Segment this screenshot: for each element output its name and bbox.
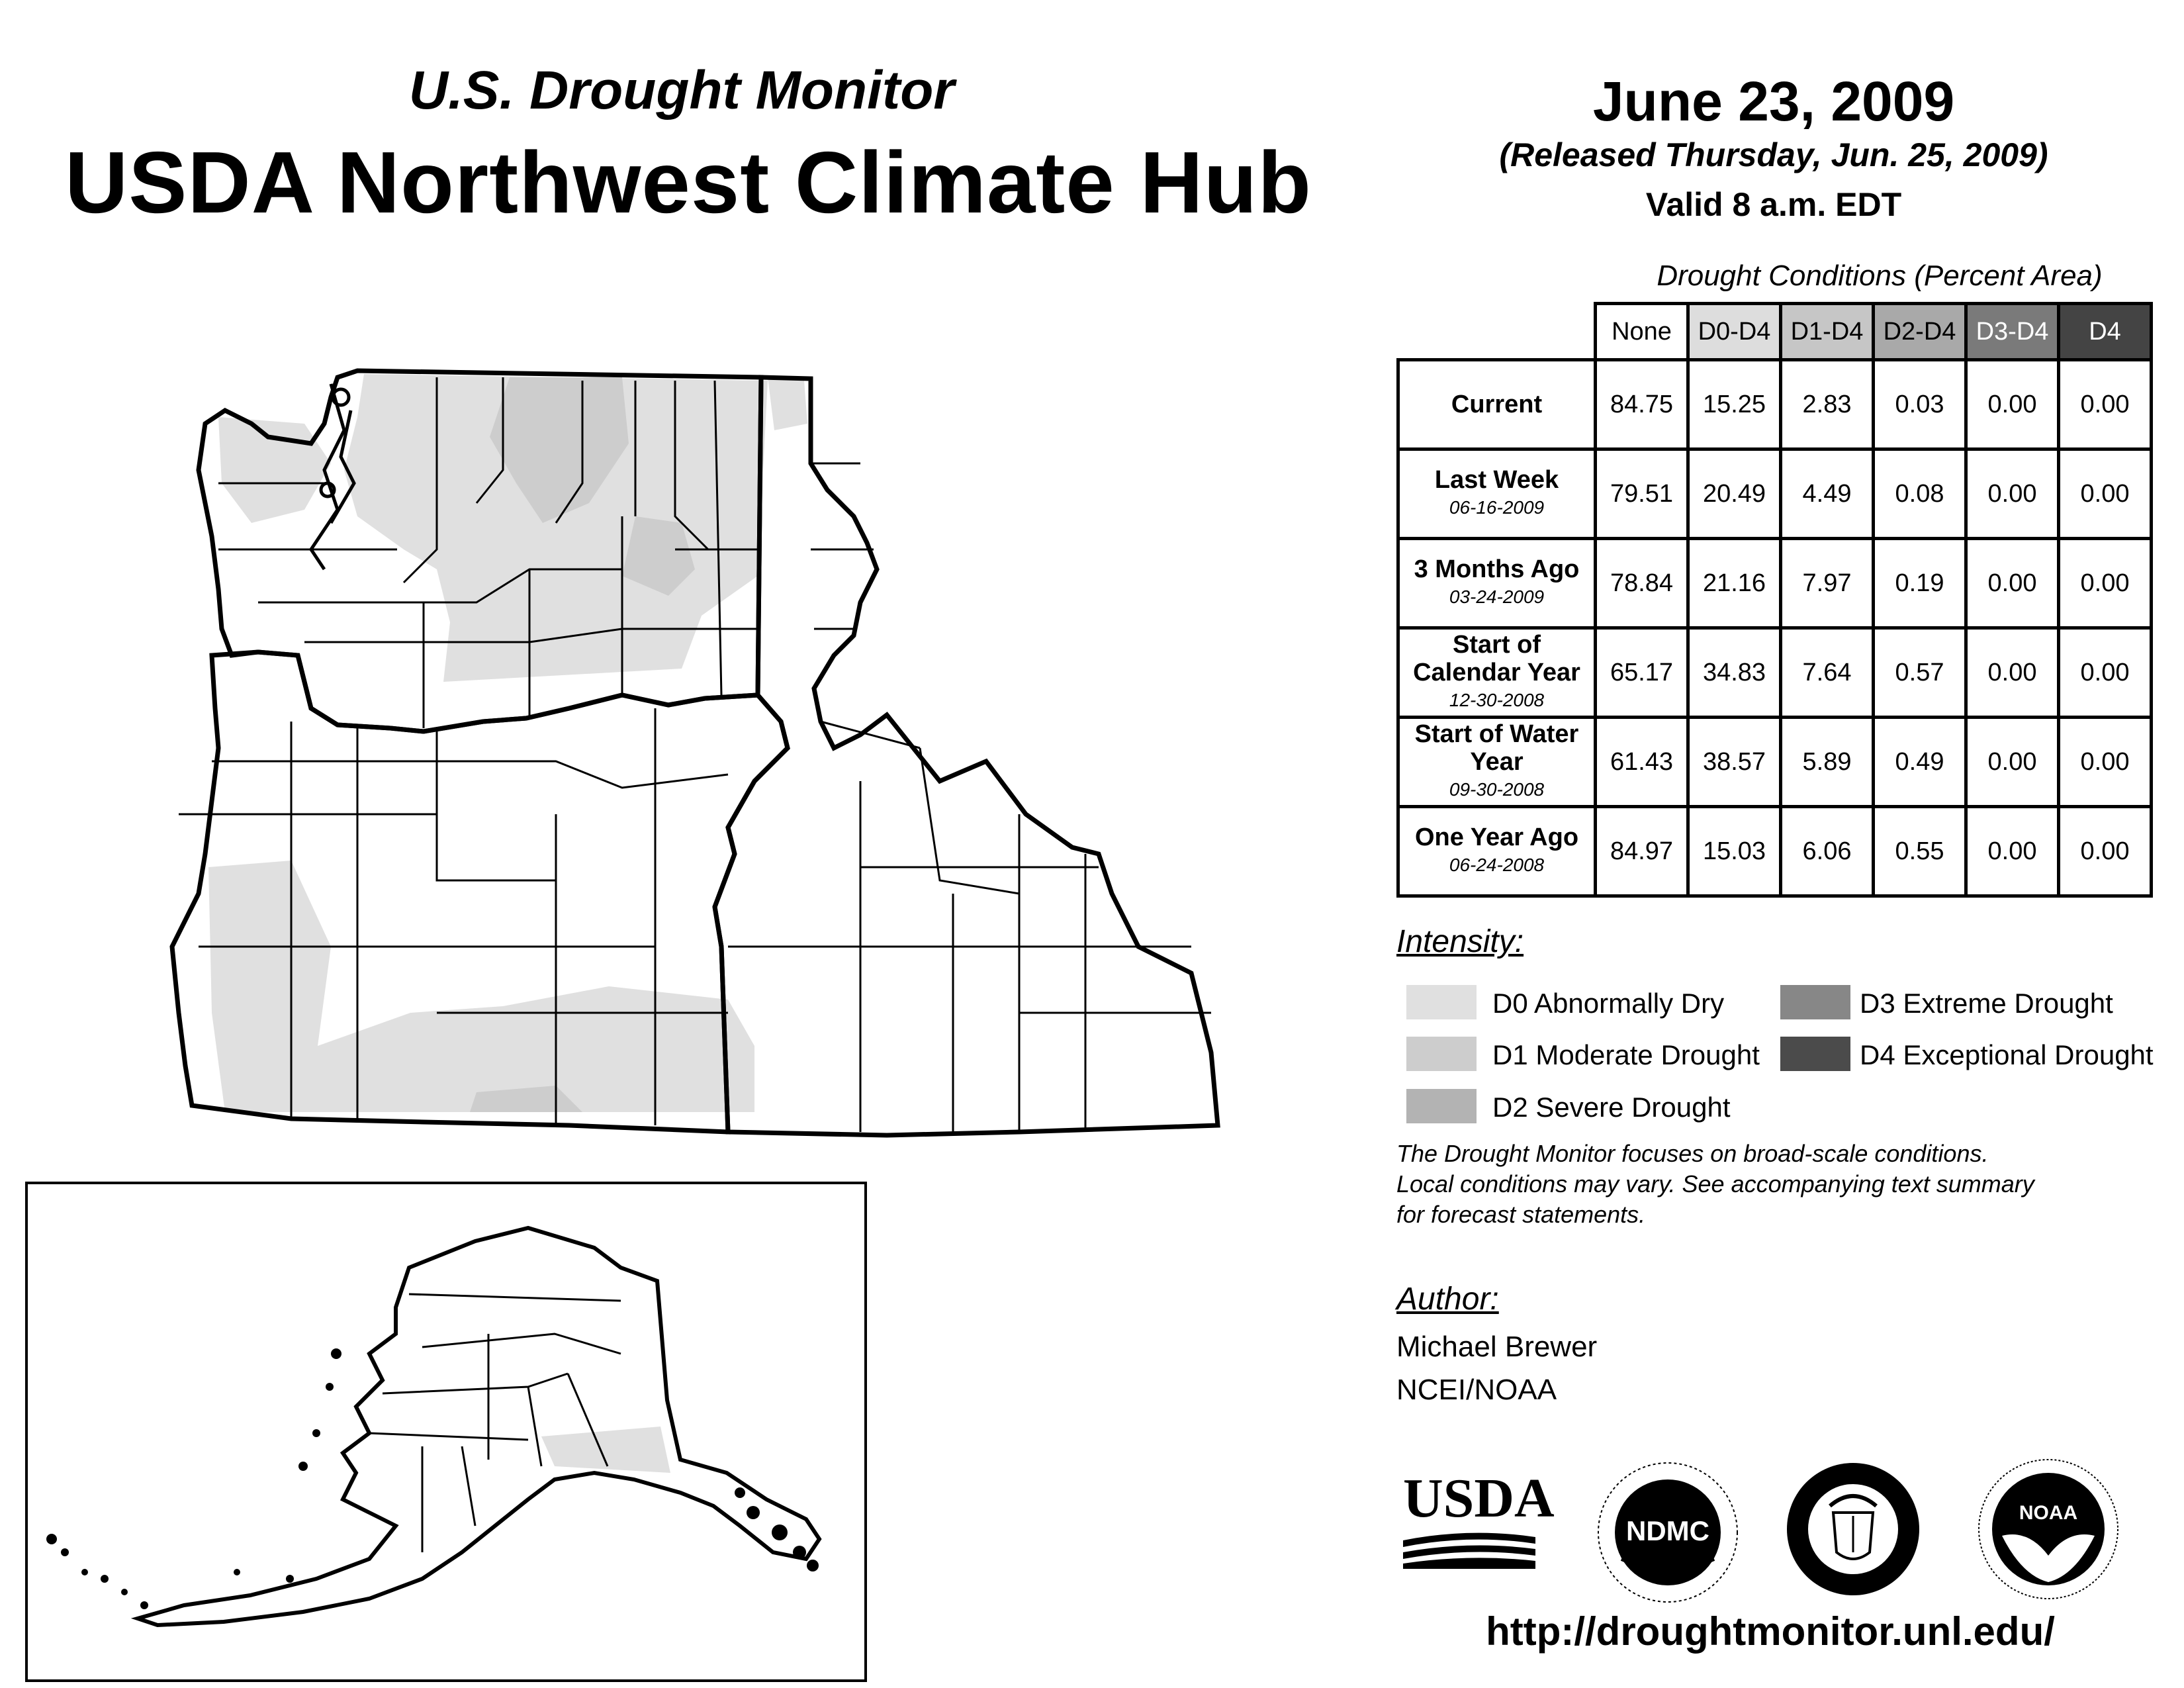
table-cell: 0.00 (2059, 718, 2152, 807)
row-label (1398, 718, 1596, 807)
row-label-text: Start of Calendar Year (1413, 631, 1580, 686)
table-cell: 0.00 (1966, 449, 2059, 539)
table-row-current (1398, 360, 2152, 449)
table-cell: 0.08 (1874, 449, 1966, 539)
table-cell: 0.57 (1874, 628, 1966, 718)
table-cell: 0.00 (2059, 360, 2152, 449)
table-caption: Drought Conditions (Percent Area) (1657, 259, 2103, 292)
alaska-drought-map (25, 1182, 867, 1682)
table-cell: 0.00 (1966, 539, 2059, 628)
table-cell: 0.00 (1966, 360, 2059, 449)
table-cell: 0.49 (1874, 718, 1966, 807)
row-date: 03-24-2009 (1449, 586, 1545, 607)
table-cell: 15.03 (1688, 807, 1781, 896)
table-cell: 0.03 (1874, 360, 1966, 449)
table-cell: 0.19 (1874, 539, 1966, 628)
table-header-d2-d4: D2-D4 (1874, 304, 1966, 360)
usda-hills-icon (1403, 1530, 1535, 1570)
row-label (1398, 539, 1596, 628)
website-link[interactable]: http://droughtmonitor.unl.edu/ (1486, 1609, 2055, 1654)
table-header-blank (1398, 304, 1596, 360)
ndmc-logo-text: NDMC (1626, 1515, 1709, 1546)
legend-label-d4: D4 Exceptional Drought (1860, 1039, 2154, 1070)
table-cell: 21.16 (1688, 539, 1781, 628)
table-cell: 0.00 (2059, 807, 2152, 896)
table-row-start-calendar-year (1398, 628, 2152, 718)
row-label (1398, 628, 1596, 718)
aleutian-islands (46, 1348, 341, 1609)
table-header-none: None (1596, 304, 1688, 360)
legend-swatch-d4 (1780, 1037, 1850, 1071)
table-cell: 84.75 (1596, 360, 1688, 449)
alaska-d0-area (541, 1427, 670, 1473)
table-header-d1-d4: D1-D4 (1781, 304, 1874, 360)
table-cell: 0.00 (2059, 449, 2152, 539)
northwest-drought-map (159, 351, 1251, 1139)
row-date: 12-30-2008 (1449, 690, 1545, 710)
table-cell: 6.06 (1781, 807, 1874, 896)
row-label (1398, 807, 1596, 896)
row-label-text: Last Week (1434, 466, 1559, 494)
legend-swatch-d1 (1406, 1037, 1477, 1071)
table-cell: 5.89 (1781, 718, 1874, 807)
author-heading: Author: (1396, 1282, 1499, 1317)
usda-logo (1403, 1466, 1555, 1566)
table-header-d3-d4: D3-D4 (1966, 304, 2059, 360)
table-cell: 38.57 (1688, 718, 1781, 807)
table-cell: 7.97 (1781, 539, 1874, 628)
drought-statistics-table (1396, 302, 2153, 898)
table-cell: 0.00 (2059, 628, 2152, 718)
ndmc-logo (1595, 1460, 1741, 1605)
table-cell: 61.43 (1596, 718, 1688, 807)
author-organization: NCEI/NOAA (1396, 1374, 1557, 1406)
row-date: 09-30-2008 (1449, 779, 1545, 800)
d0-area-wa-coast (218, 417, 331, 523)
alaska-borough-lines (369, 1294, 621, 1552)
table-header-row (1398, 304, 2152, 360)
table-cell: 20.49 (1688, 449, 1781, 539)
table-header-d0-d4: D0-D4 (1688, 304, 1781, 360)
legend-label-d0: D0 Abnormally Dry (1492, 988, 1725, 1019)
idaho-state-outline (715, 377, 1218, 1135)
table-header-d4: D4 (2059, 304, 2152, 360)
row-label-text: Start of Water Year (1414, 720, 1579, 776)
table-row-3-months-ago (1398, 539, 2152, 628)
table-cell: 84.97 (1596, 807, 1688, 896)
usda-logo-text: USDA (1403, 1468, 1555, 1529)
row-date: 06-24-2008 (1449, 855, 1545, 875)
table-cell: 78.84 (1596, 539, 1688, 628)
table-cell: 0.55 (1874, 807, 1966, 896)
table-cell: 79.51 (1596, 449, 1688, 539)
table-cell: 15.25 (1688, 360, 1781, 449)
table-row-one-year-ago (1398, 807, 2152, 896)
table-row-last-week (1398, 449, 2152, 539)
table-cell: 0.00 (1966, 628, 2059, 718)
legend-swatch-d0 (1406, 985, 1477, 1019)
table-cell: 34.83 (1688, 628, 1781, 718)
valid-time: Valid 8 a.m. EDT (1645, 186, 1902, 223)
legend-swatch-d3 (1780, 985, 1850, 1019)
row-label (1398, 449, 1596, 539)
table-cell: 0.00 (1966, 718, 2059, 807)
legend-label-d2: D2 Severe Drought (1492, 1092, 1731, 1123)
table-row-start-water-year (1398, 718, 2152, 807)
row-date: 06-16-2009 (1449, 497, 1545, 518)
note-line: Local conditions may vary. See accompanying text summary (1396, 1170, 2034, 1197)
note-line: The Drought Monitor focuses on broad-scale conditions. (1396, 1140, 1989, 1167)
legend-label-d3: D3 Extreme Drought (1860, 988, 2113, 1019)
row-label-text: 3 Months Ago (1414, 555, 1580, 583)
noaa-logo-text: NOAA (2019, 1502, 2078, 1524)
legend-swatch-d2 (1406, 1089, 1477, 1123)
d0-area-id-north (768, 377, 807, 430)
row-label-text: One Year Ago (1414, 823, 1579, 851)
row-label-text: Current (1451, 391, 1543, 418)
table-cell: 7.64 (1781, 628, 1874, 718)
department-of-commerce-seal-icon (1784, 1460, 1923, 1599)
table-cell: 4.49 (1781, 449, 1874, 539)
row-label (1398, 360, 1596, 449)
table-cell: 2.83 (1781, 360, 1874, 449)
map-date: June 23, 2009 (1592, 70, 1955, 132)
noaa-logo (1976, 1456, 2121, 1602)
table-cell: 0.00 (2059, 539, 2152, 628)
map-title: USDA Northwest Climate Hub (65, 134, 1312, 231)
legend-label-d1: D1 Moderate Drought (1492, 1039, 1760, 1070)
alaska-outline (138, 1228, 819, 1625)
map-subtitle: U.S. Drought Monitor (408, 60, 955, 120)
disclaimer-note (1396, 1139, 2158, 1230)
table-cell: 0.00 (1966, 807, 2059, 896)
release-date: (Released Thursday, Jun. 25, 2009) (1499, 136, 2048, 173)
intensity-heading: Intensity: (1396, 924, 1524, 959)
table-cell: 65.17 (1596, 628, 1688, 718)
note-line: for forecast statements. (1396, 1201, 1646, 1228)
author-name: Michael Brewer (1396, 1331, 1598, 1363)
